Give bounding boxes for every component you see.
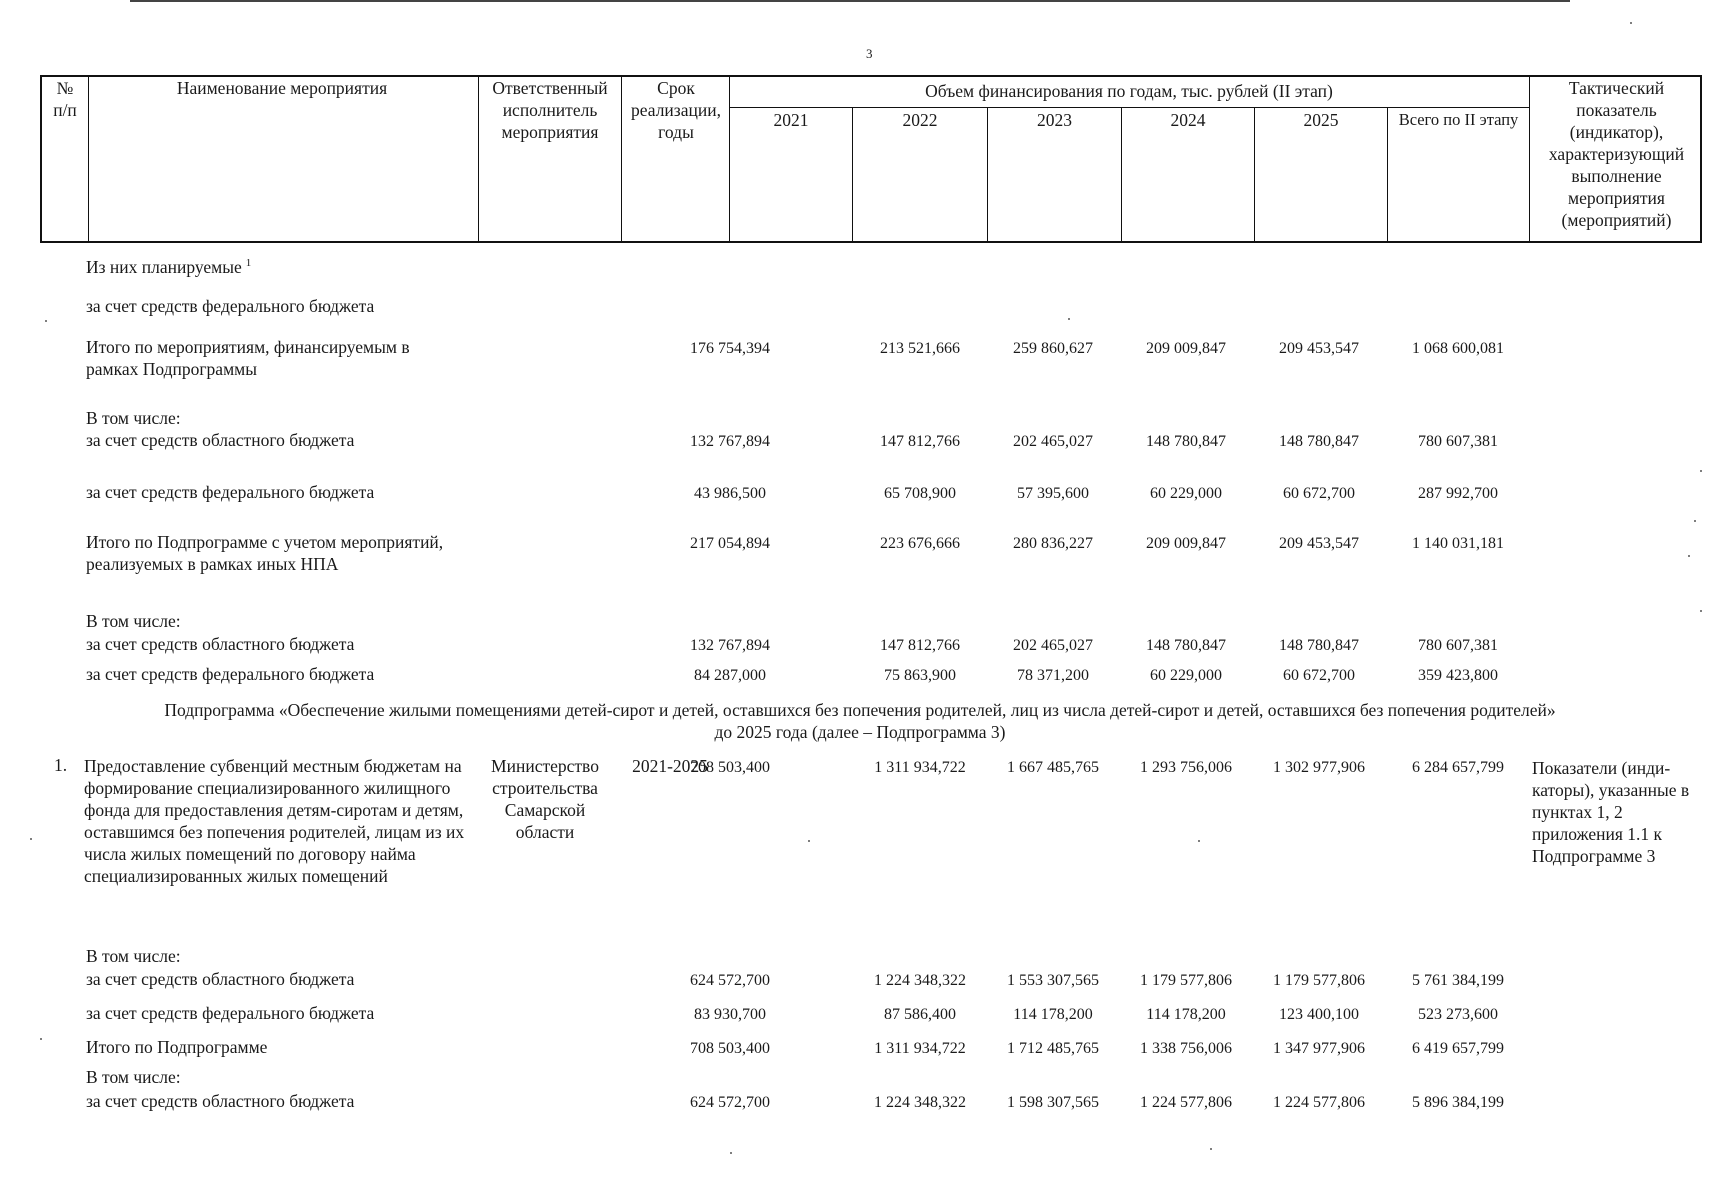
- scan-speck: [45, 320, 47, 322]
- row-value-total: 523 273,600: [1418, 1006, 1498, 1023]
- row-value-2022: 147 812,766: [880, 433, 960, 450]
- row-value-total: 5 896 384,199: [1412, 1094, 1504, 1111]
- row-value-2022: 65 708,900: [884, 485, 956, 502]
- item-value-total: 6 284 657,799: [1412, 759, 1504, 776]
- item-value-2023: 1 667 485,765: [1007, 759, 1099, 776]
- row-value-total: 287 992,700: [1418, 485, 1498, 502]
- row-label: за счет средств областного бюджета: [86, 1091, 355, 1111]
- header-year-2024: 2024: [1170, 110, 1206, 130]
- row-value-2022: 223 676,666: [880, 535, 960, 552]
- row-label: В том числе:: [86, 1067, 181, 1087]
- row-value-2021: 708 503,400: [690, 1040, 770, 1057]
- row-value-2023: 57 395,600: [1017, 485, 1089, 502]
- row-value-2022: 1 311 934,722: [874, 1040, 966, 1057]
- footnote-marker: 1: [245, 257, 252, 269]
- row-value-2022: 87 586,400: [884, 1006, 956, 1023]
- row-value-2025: 60 672,700: [1283, 485, 1355, 502]
- header-col-term: Срок реализации, годы: [631, 78, 721, 142]
- row-value-2024: 1 224 577,806: [1140, 1094, 1232, 1111]
- row-value-2021: 132 767,894: [690, 637, 770, 654]
- header-col-name: Наименование мероприятия: [176, 78, 388, 98]
- row-value-2022: 1 224 348,322: [874, 972, 966, 989]
- header-col-funding: Объем финансирования по годам, тыс. рублей (II этап): [925, 81, 1333, 101]
- header-total: Всего по II этапу: [1398, 110, 1519, 129]
- row-label: за счет средств областного бюджета: [86, 634, 355, 654]
- scan-speck: [1694, 520, 1696, 522]
- row-label: Итого по Подпрограмме: [86, 1037, 268, 1057]
- row-value-2023: 78 371,200: [1017, 667, 1089, 684]
- row-label: за счет средств федерального бюджета: [86, 482, 375, 502]
- row-value-2024: 1 179 577,806: [1140, 972, 1232, 989]
- row-value-2023: 1 553 307,565: [1007, 972, 1099, 989]
- row-value-2024: 148 780,847: [1146, 637, 1226, 654]
- row-value-2022: 147 812,766: [880, 637, 960, 654]
- row-value-2024: 114 178,200: [1146, 1006, 1226, 1023]
- subprogram-title-line2: до 2025 года (далее – Подпрограмма 3): [714, 722, 1006, 742]
- item-responsible: Министерство строительства Самарской области: [491, 756, 599, 842]
- row-value-total: 1 068 600,081: [1412, 340, 1504, 357]
- row-label: В том числе:: [86, 611, 181, 631]
- row-value-2025: 1 224 577,806: [1273, 1094, 1365, 1111]
- row-value-total: 780 607,381: [1418, 637, 1498, 654]
- row-value-2025: 123 400,100: [1279, 1006, 1359, 1023]
- row-value-2025: 209 453,547: [1279, 535, 1359, 552]
- header-year-2023: 2023: [1037, 110, 1072, 130]
- row-value-2024: 209 009,847: [1146, 340, 1226, 357]
- header-col-responsible: Ответственный исполнитель мероприятия: [492, 78, 608, 142]
- row-label: за счет средств федерального бюджета: [86, 1003, 375, 1023]
- item-value-2022: 1 311 934,722: [874, 759, 966, 776]
- row-value-total: 359 423,800: [1418, 667, 1498, 684]
- row-value-2021: 83 930,700: [694, 1006, 766, 1023]
- table-header: [40, 75, 1702, 243]
- scan-speck: [1198, 840, 1200, 842]
- row-value-2025: 1 347 977,906: [1273, 1040, 1365, 1057]
- scan-speck: [1700, 470, 1702, 472]
- row-value-2022: 213 521,666: [880, 340, 960, 357]
- row-value-2023: 202 465,027: [1013, 637, 1093, 654]
- scan-speck: [1210, 1148, 1212, 1150]
- row-value-2025: 1 179 577,806: [1273, 972, 1365, 989]
- row-value-2021: 217 054,894: [690, 535, 770, 552]
- row-value-2022: 1 224 348,322: [874, 1094, 966, 1111]
- scan-speck: [730, 1152, 732, 1154]
- top-border-line: [130, 0, 1570, 2]
- scan-speck: [1700, 610, 1702, 612]
- row-value-total: 5 761 384,199: [1412, 972, 1504, 989]
- row-value-2021: 132 767,894: [690, 433, 770, 450]
- scan-speck: [808, 840, 810, 842]
- scan-speck: [30, 838, 32, 840]
- row-value-2023: 259 860,627: [1013, 340, 1093, 357]
- header-col-indicator: Тактический показатель (индикатор), характеризующий выполнение мероприятия (мероприятий): [1548, 78, 1685, 230]
- row-label: Итого по мероприятиям, финансируемым в рамках Подпрограммы: [86, 337, 410, 379]
- row-label: за счет средств областного бюджета: [86, 969, 355, 989]
- header-year-2025: 2025: [1303, 110, 1339, 130]
- row-value-2023: 1 712 485,765: [1007, 1040, 1099, 1057]
- row-label: В том числе:: [86, 946, 181, 966]
- row-value-2025: 209 453,547: [1279, 340, 1359, 357]
- scan-speck: [1630, 22, 1632, 24]
- row-value-2021: 84 287,000: [694, 667, 766, 684]
- subprogram-title: Подпрограмма «Обеспечение жилыми помещениями детей-сирот и детей, оставшихся без попечения родителей, лиц из числа детей-сирот и детей, оставшихся без попечения родителей»: [164, 700, 1556, 720]
- row-value-2024: 60 229,000: [1150, 667, 1222, 684]
- row-value-2023: 202 465,027: [1013, 433, 1093, 450]
- row-label: за счет средств областного бюджета: [86, 430, 355, 450]
- row-value-2023: 280 836,227: [1013, 535, 1093, 552]
- header-col-no: № п/п: [53, 78, 77, 120]
- row-value-2025: 148 780,847: [1279, 433, 1359, 450]
- item-indicator: Показатели (инди-каторы), указанные в пунктах 1, 2 приложения 1.1 к Подпрограмме 3: [1532, 758, 1690, 866]
- row-value-2024: 148 780,847: [1146, 433, 1226, 450]
- scan-speck: [1068, 318, 1070, 320]
- row-value-2022: 75 863,900: [884, 667, 956, 684]
- scan-speck: [40, 1038, 42, 1040]
- row-value-2024: 209 009,847: [1146, 535, 1226, 552]
- row-value-2024: 60 229,000: [1150, 485, 1222, 502]
- row-value-total: 6 419 657,799: [1412, 1040, 1504, 1057]
- scan-speck: [1688, 555, 1690, 557]
- item-number: 1.: [54, 755, 68, 775]
- row-value-total: 1 140 031,181: [1412, 535, 1504, 552]
- page-number: 3: [866, 46, 873, 61]
- header-year-2022: 2022: [902, 110, 938, 130]
- item-value-2021: 708 503,400: [690, 759, 770, 776]
- item-value-2025: 1 302 977,906: [1273, 759, 1365, 776]
- row-value-2025: 60 672,700: [1283, 667, 1355, 684]
- row-value-2021: 624 572,700: [690, 1094, 770, 1111]
- row-label: В том числе:: [86, 408, 181, 428]
- row-value-2021: 624 572,700: [690, 972, 770, 989]
- item-term: 2021-2025: [632, 756, 708, 776]
- row-label: Из них планируемые $^1$: [86, 256, 252, 277]
- row-value-2021: 43 986,500: [694, 485, 766, 502]
- row-value-2023: 114 178,200: [1013, 1006, 1093, 1023]
- row-value-2024: 1 338 756,006: [1140, 1040, 1232, 1057]
- row-value-total: 780 607,381: [1418, 433, 1498, 450]
- row-label: за счет средств федерального бюджета: [86, 664, 375, 684]
- row-label: за счет средств федерального бюджета: [86, 296, 375, 316]
- row-value-2021: 176 754,394: [690, 340, 770, 357]
- header-year-2021: 2021: [773, 110, 809, 130]
- item-label: Предоставление субвенций местным бюджетам на формирование специализированного жилищного фонда для предоставления детям-сиротам и детям, оставшимся без попечения родителей, лицам из их числа жилых помещений по договору найма специализированных жилых помещений: [84, 756, 465, 886]
- item-value-2024: 1 293 756,006: [1140, 759, 1232, 776]
- row-value-2023: 1 598 307,565: [1007, 1094, 1099, 1111]
- row-value-2025: 148 780,847: [1279, 637, 1359, 654]
- row-label: Итого по Подпрограмме с учетом мероприятий, реализуемых в рамках иных НПА: [86, 532, 444, 574]
